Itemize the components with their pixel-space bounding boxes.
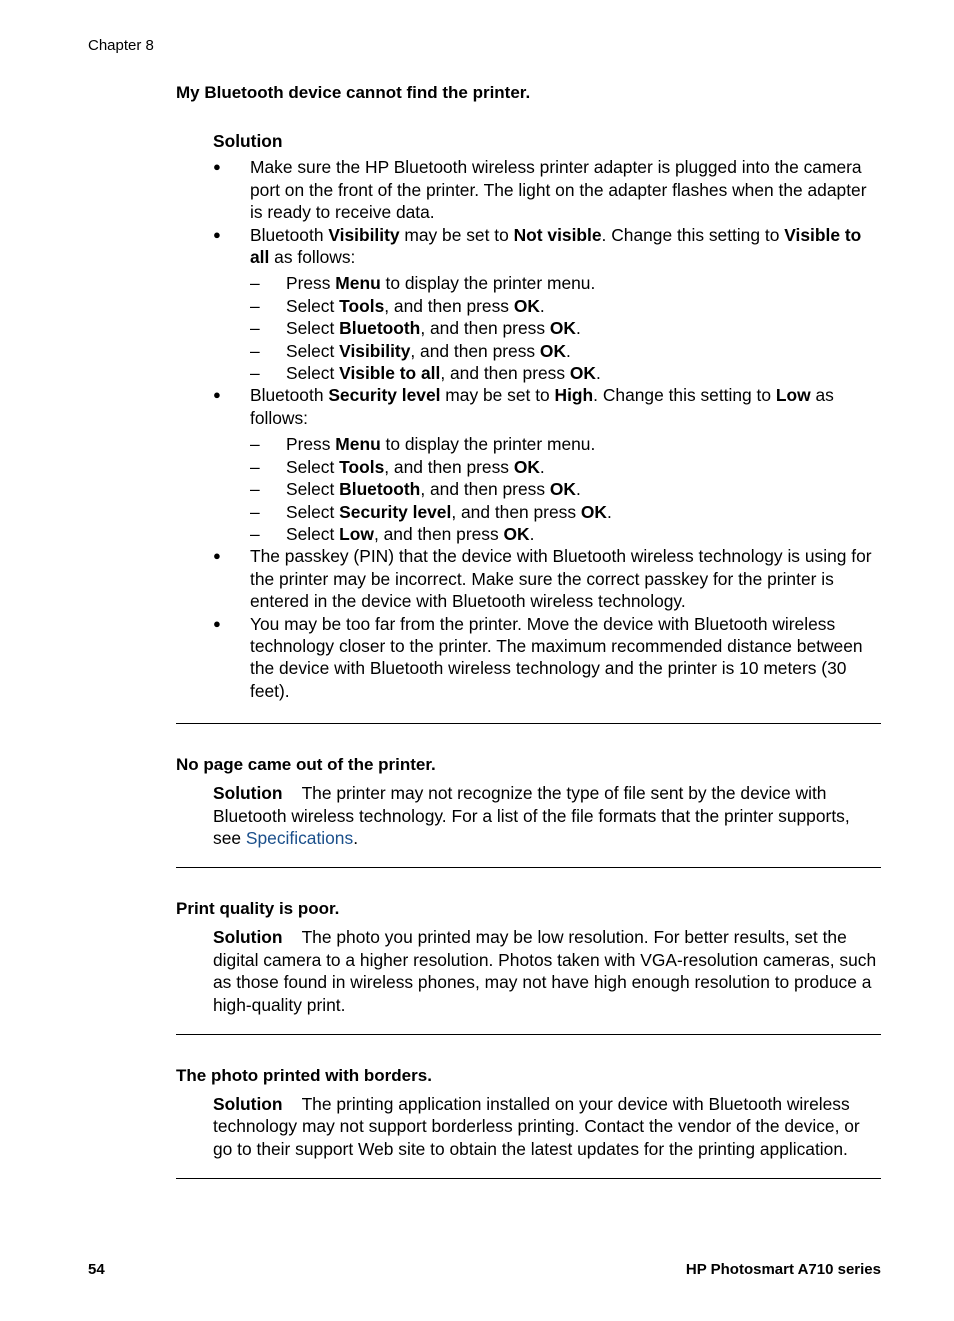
step-item: – Select Tools, and then press OK. bbox=[250, 295, 881, 317]
step-item: – Select Tools, and then press OK. bbox=[250, 456, 881, 478]
solution-paragraph: Solution The printer may not recognize the type of file sent by the device with Bluetooth wireless technology. For a list of the file formats that the printer supports, see Specifications. bbox=[213, 783, 850, 848]
bullet-security-level: ● Bluetooth Security level may be set to High. Change this setting to Low as follows: – Press Menu to display the printer menu. – Select Tools, and then press OK. – Select Bluetooth, and then press OK. – Select Security level, and then press OK. – Select Low, and then press OK. bbox=[213, 384, 881, 545]
solution-label: Solution bbox=[213, 1094, 283, 1114]
bullet-distance: ● You may be too far from the printer. Move the device with Bluetooth wireless technology closer to the printer. The maximum recommended distance between the device with Bluetooth wireless technology and the printer is 10 meters (30 feet). bbox=[213, 613, 881, 703]
solution-paragraph: Solution The printing application installed on your device with Bluetooth wireless technology may not support borderless printing. Contact the vendor of the device, or go to their support Web site to obtain the latest updates for the printing application. bbox=[213, 1094, 860, 1159]
solution-heading: Solution bbox=[213, 131, 283, 151]
section-title-no-page: No page came out of the printer. bbox=[176, 755, 436, 775]
bullet-passkey: ● The passkey (PIN) that the device with Bluetooth wireless technology is using for the printer may be incorrect. Make sure the correct passkey for the printer is entered in the device with Bluetooth wireless technology. bbox=[213, 545, 881, 612]
security-steps bbox=[250, 433, 881, 545]
step-item: – Select Visibility, and then press OK. bbox=[250, 340, 881, 362]
visibility-steps bbox=[250, 272, 881, 384]
solution-label: Solution bbox=[213, 783, 283, 804]
section-divider bbox=[176, 867, 881, 868]
step-item: – Press Menu to display the printer menu. bbox=[250, 433, 881, 455]
page-number: 54 bbox=[88, 1261, 105, 1278]
solution-bullet-list bbox=[176, 156, 881, 702]
bullet-visibility: ● Bluetooth Visibility may be set to Not visible. Change this setting to Visible to all as follows: – Press Menu to display the printer menu. – Select Tools, and then press OK. – Select Bluetooth, and then press OK. – Select Visibility, and then press OK. – Select Visible to all, and then press OK. bbox=[213, 224, 881, 385]
solution-paragraph: Solution The photo you printed may be low resolution. For better results, set the digital camera to a higher resolution. Photos taken with VGA-resolution cameras, such as those found in wireless phones, may not have high enough resolution to produce a high-quality print. bbox=[213, 927, 877, 1015]
step-item: – Select Bluetooth, and then press OK. bbox=[250, 478, 881, 500]
step-item: – Select Visible to all, and then press OK. bbox=[250, 362, 881, 384]
chapter-label: Chapter 8 bbox=[88, 37, 154, 54]
section-divider bbox=[176, 723, 881, 724]
step-item: – Press Menu to display the printer menu. bbox=[250, 272, 881, 294]
section-title-print-quality: Print quality is poor. bbox=[176, 899, 340, 919]
section-title-bluetooth-not-found: My Bluetooth device cannot find the printer. bbox=[176, 83, 531, 102]
step-item: – Select Low, and then press OK. bbox=[250, 523, 881, 545]
section-title-borders: The photo printed with borders. bbox=[176, 1066, 432, 1085]
specifications-link[interactable]: Specifications bbox=[245, 827, 354, 848]
solution-label: Solution bbox=[213, 927, 283, 948]
bullet-adapter-plugged: ● Make sure the HP Bluetooth wireless printer adapter is plugged into the camera port on the front of the printer. The light on the adapter flashes when the adapter is ready to receive data. bbox=[213, 156, 881, 223]
section-divider bbox=[176, 1178, 881, 1179]
step-item: – Select Bluetooth, and then press OK. bbox=[250, 317, 881, 339]
step-item: – Select Security level, and then press OK. bbox=[250, 501, 881, 523]
section-divider bbox=[176, 1034, 881, 1035]
page-content bbox=[176, 82, 881, 1179]
product-name: HP Photosmart A710 series bbox=[685, 1261, 881, 1278]
